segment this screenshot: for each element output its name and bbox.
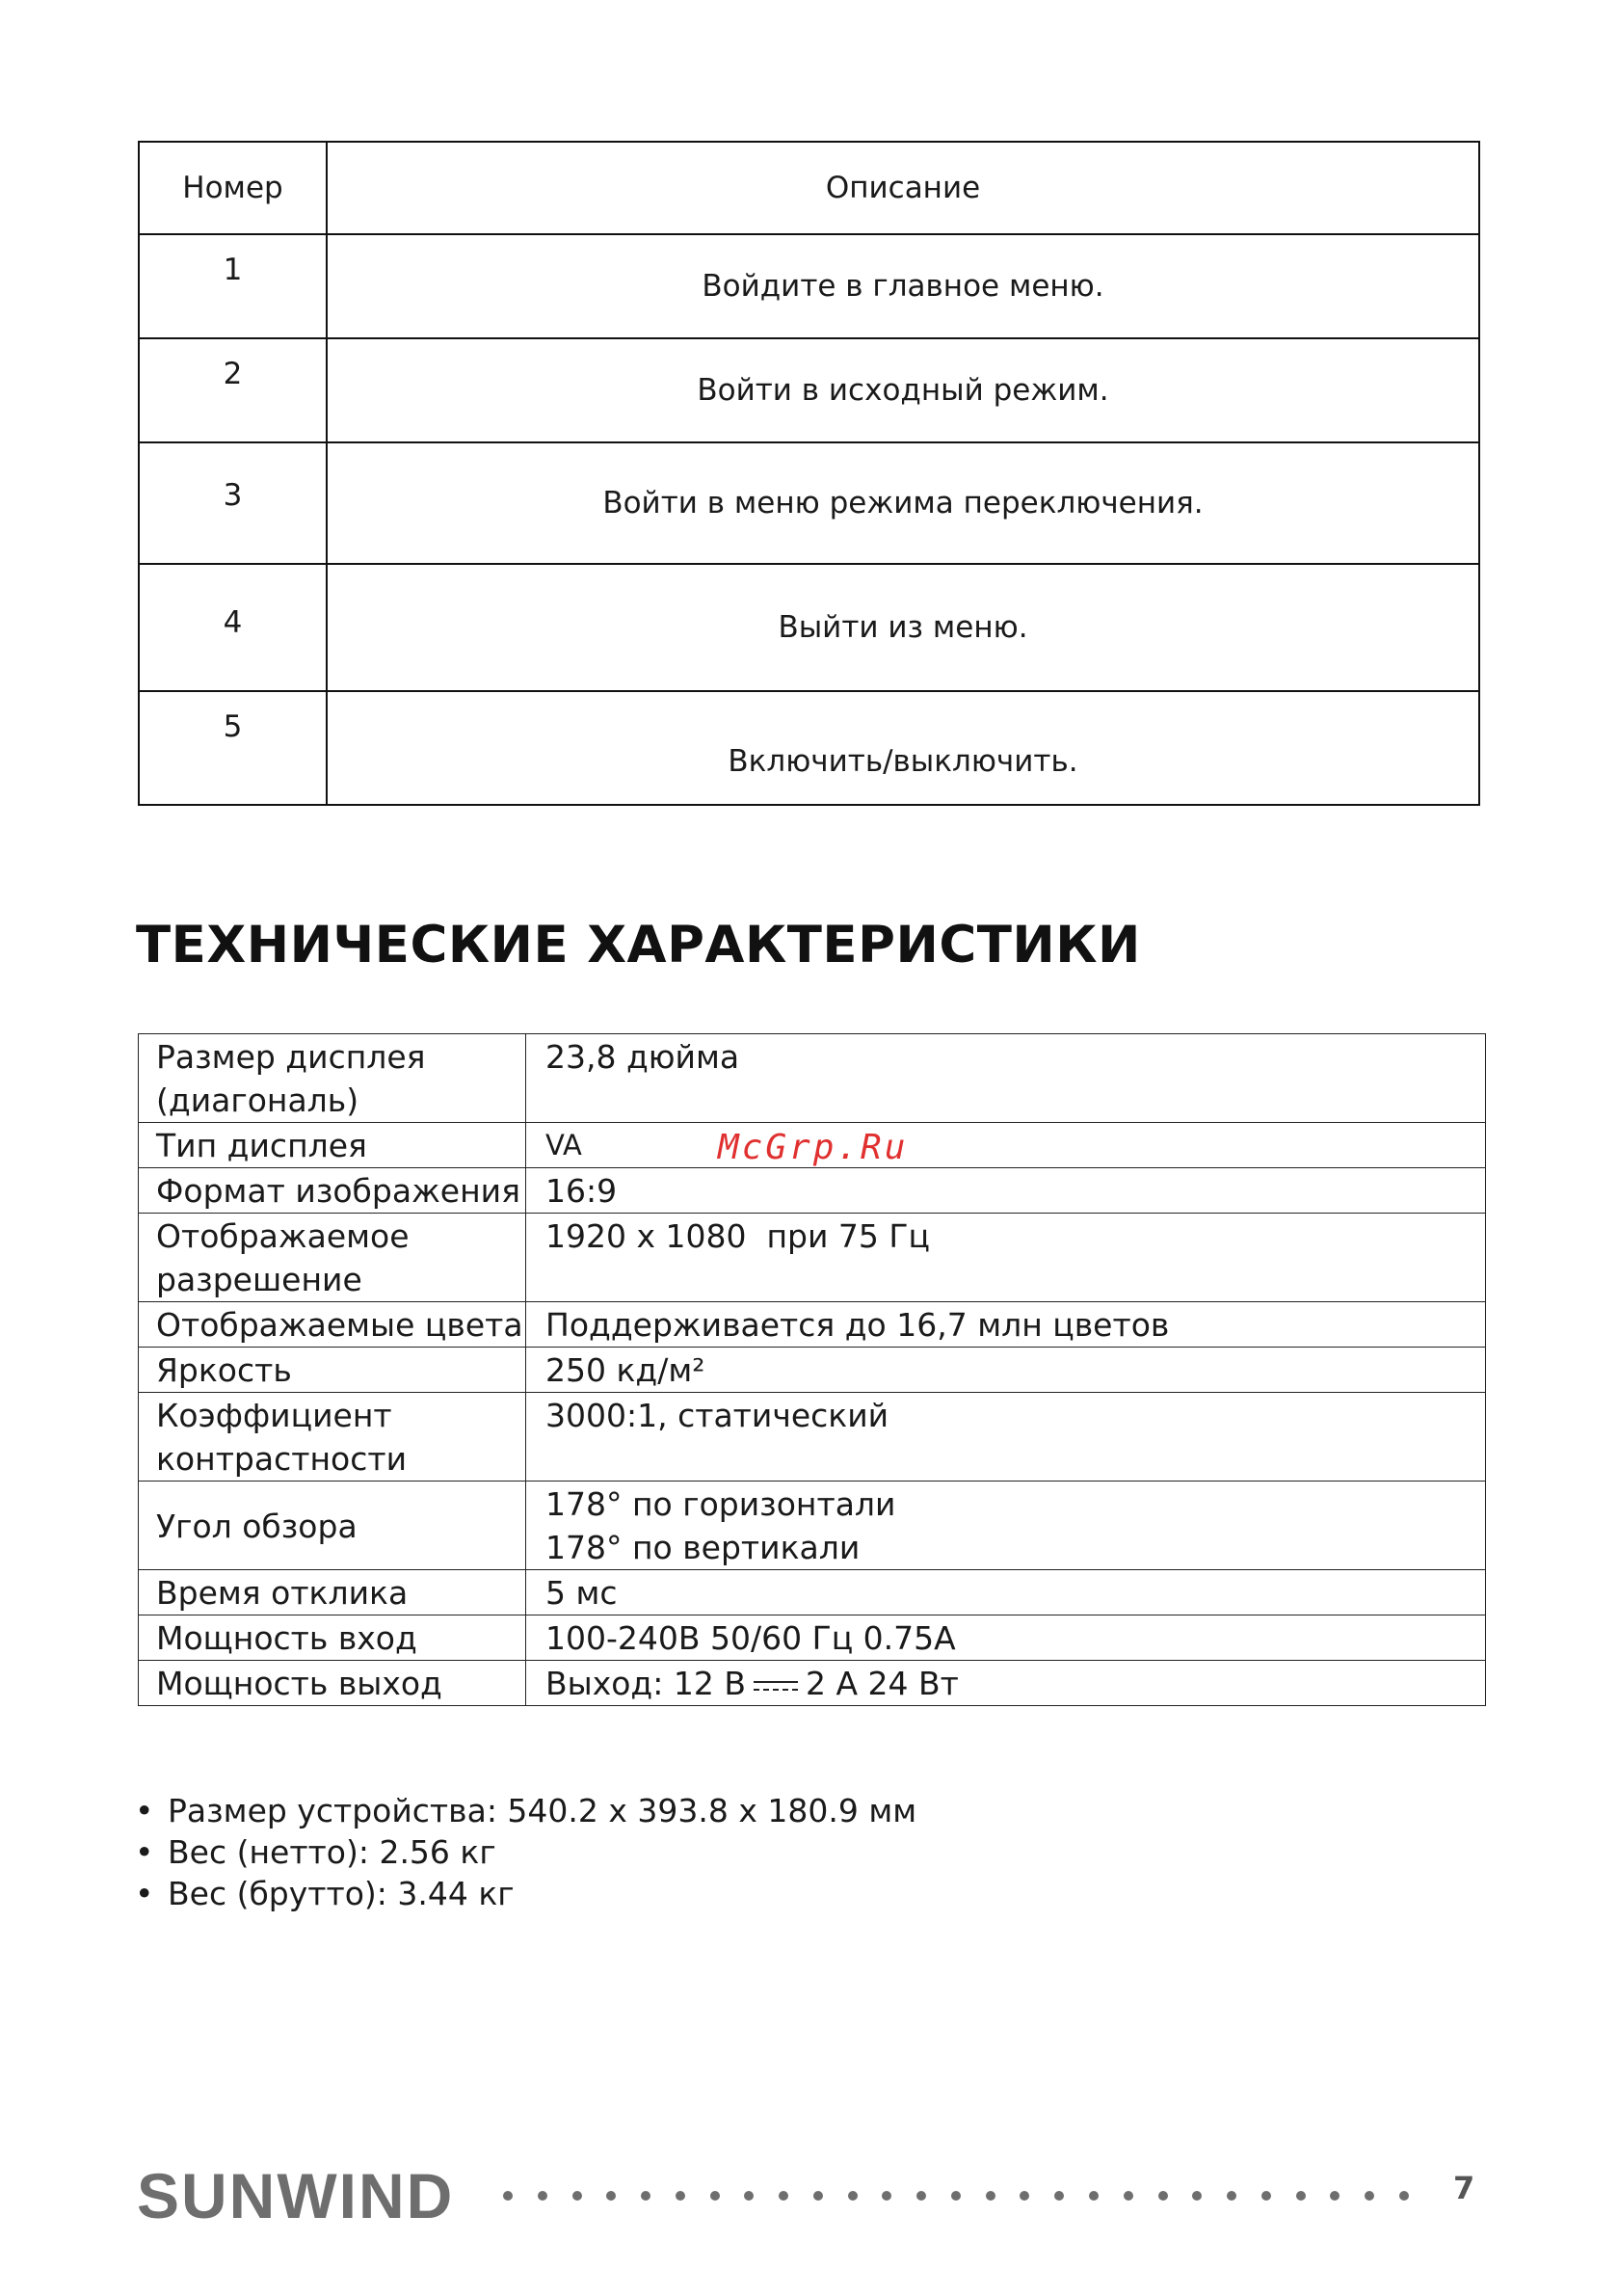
- row-number: 2: [139, 338, 327, 442]
- spec-key: Коэффициент контрастности: [139, 1393, 526, 1482]
- brand-logo: SUNWIND: [137, 2160, 455, 2231]
- header-description: Описание: [327, 142, 1479, 234]
- row-number: 1: [139, 234, 327, 338]
- watermark: McGrp.Ru: [718, 1128, 909, 1167]
- spec-value: Выход: 12 В 2 А 24 Вт: [526, 1661, 1486, 1706]
- spec-value: 250 кд/м²: [526, 1348, 1486, 1393]
- row-description: Войдите в главное меню.: [327, 234, 1479, 338]
- spec-row: [139, 1482, 1486, 1570]
- page-number: 7: [1453, 2170, 1475, 2206]
- spec-value: VA: [526, 1123, 1486, 1168]
- spec-key: Мощность вход: [139, 1615, 526, 1661]
- row-number: 5: [139, 691, 327, 805]
- buttons-table: [138, 141, 1480, 806]
- spec-row: [139, 1661, 1486, 1706]
- spec-value: 16:9: [526, 1168, 1486, 1214]
- row-description: Войти в меню режима переключения.: [327, 442, 1479, 564]
- spec-row: [139, 1168, 1486, 1214]
- list-item: • Размер устройства: 540.2 x 393.8 x 180.9 мм: [135, 1792, 917, 1829]
- list-item: • Вес (нетто): 2.56 кг: [135, 1833, 496, 1871]
- list-item: • Вес (брутто): 3.44 кг: [135, 1875, 515, 1912]
- spec-value: 1920 x 1080 при 75 Гц: [526, 1214, 1486, 1302]
- spec-key: Тип дисплея: [139, 1123, 526, 1168]
- spec-value: 5 мс: [526, 1570, 1486, 1615]
- buttons-table-header: [139, 142, 1479, 234]
- dimensions-list: [135, 1790, 916, 1914]
- specs-title: ТЕХНИЧЕСКИЕ ХАРАКТЕРИСТИКИ: [136, 916, 1141, 974]
- row-number: 3: [139, 442, 327, 564]
- spec-key: Отображаемые цвета: [139, 1302, 526, 1348]
- spec-value: 100-240В 50/60 Гц 0.75А: [526, 1615, 1486, 1661]
- spec-row: [139, 1302, 1486, 1348]
- spec-row: [139, 1615, 1486, 1661]
- table-row: [139, 234, 1479, 338]
- row-description: Выйти из меню.: [327, 564, 1479, 691]
- spec-key: Яркость: [139, 1348, 526, 1393]
- spec-value: 23,8 дюйма: [526, 1034, 1486, 1123]
- spec-key: Отображаемое разрешение: [139, 1214, 526, 1302]
- spec-key: Угол обзора: [139, 1482, 526, 1570]
- row-description: Войти в исходный режим.: [327, 338, 1479, 442]
- spec-row: [139, 1570, 1486, 1615]
- table-row: [139, 564, 1479, 691]
- spec-value: 178° по горизонтали 178° по вертикали: [526, 1482, 1486, 1570]
- bullet-icon: •: [135, 1875, 154, 1912]
- spec-key: Формат изображения: [139, 1168, 526, 1214]
- spec-key: Размер дисплея (диагональ): [139, 1034, 526, 1123]
- row-number: 4: [139, 564, 327, 691]
- row-description: Включить/выключить.: [327, 691, 1479, 805]
- spec-key: Мощность выход: [139, 1661, 526, 1706]
- spec-row: [139, 1393, 1486, 1482]
- spec-value: 3000:1, статический: [526, 1393, 1486, 1482]
- spec-row: [139, 1348, 1486, 1393]
- spec-row: [139, 1034, 1486, 1123]
- bullet-icon: •: [135, 1792, 154, 1829]
- spec-key: Время отклика: [139, 1570, 526, 1615]
- table-row: [139, 442, 1479, 564]
- table-row: [139, 691, 1479, 805]
- bullet-icon: •: [135, 1833, 154, 1871]
- spec-value: Поддерживается до 16,7 млн цветов: [526, 1302, 1486, 1348]
- spec-row: [139, 1214, 1486, 1302]
- header-number: Номер: [139, 142, 327, 234]
- footer-dots: [503, 2189, 1409, 2203]
- table-row: [139, 338, 1479, 442]
- dc-current-icon: [754, 1678, 798, 1694]
